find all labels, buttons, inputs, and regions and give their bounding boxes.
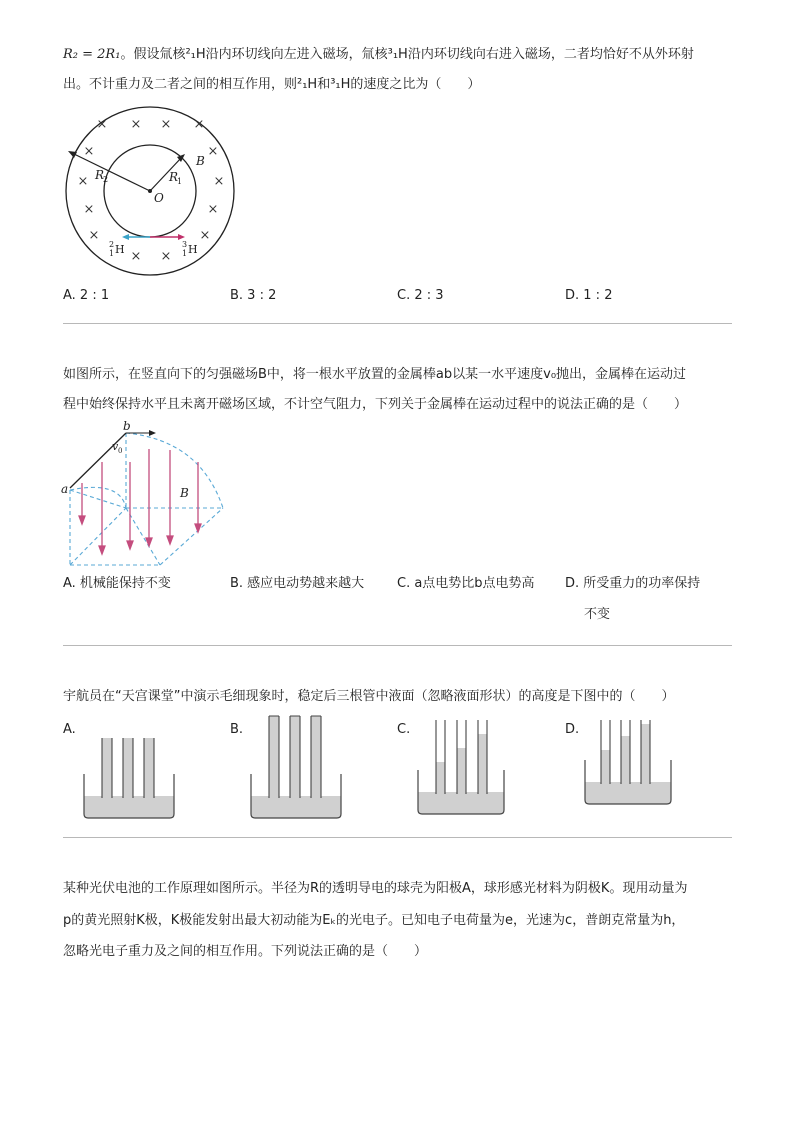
q4-line1: 某种光伏电池的工作原理如图所示。半径为R的透明导电的球壳为阳极A，球形感光材料为阴极K。现用动量为 [63, 881, 688, 896]
q2-option-a[interactable]: A. 机械能保持不变 [63, 576, 171, 591]
q4-line2: p的黄光照射K极，K极能发射出最大初动能为Eₖ的光电子。已知电子电荷量为e，光速为c，普朗克常量为h， [63, 913, 685, 928]
cross-mark: × [160, 117, 172, 132]
cross-mark: × [83, 144, 95, 159]
q3-figure-c [416, 718, 511, 816]
label-B: B [196, 154, 205, 168]
q1-magnetic-ring-figure [60, 105, 235, 280]
q3-option-a[interactable]: A. [63, 722, 76, 737]
label-a: a [61, 482, 69, 496]
cross-mark: × [83, 202, 95, 217]
cross-mark: × [199, 228, 211, 243]
q3-option-d[interactable]: D. [565, 722, 580, 737]
cross-mark: × [207, 202, 219, 217]
label-3H-mass: 3 [182, 240, 188, 249]
field-lines [79, 449, 201, 554]
q1-line1-text: 。假设氚核²₁H沿内环切线向左进入磁场，氚核³₁H沿内环切线向右进入磁场，二者均恰好不从外环射 [120, 47, 694, 62]
label-2H: H [115, 243, 125, 256]
q1-option-a[interactable]: A. 2 : 1 [63, 288, 110, 303]
label-2H-mass: 2 [109, 240, 115, 249]
q3-option-c[interactable]: C. [397, 722, 411, 737]
label-O: O [154, 191, 164, 205]
label-3H: H [188, 243, 198, 256]
q4-line3: 忽略光电子重力及之间的相互作用。下列说法正确的是（ ） [63, 944, 428, 959]
cross-mark: × [130, 117, 142, 132]
divider [63, 323, 732, 324]
cross-mark: × [207, 144, 219, 159]
q3-option-b[interactable]: B. [230, 722, 244, 737]
q2-option-b[interactable]: B. 感应电动势越来越大 [230, 576, 365, 591]
label-b: b [123, 420, 131, 433]
label-3H-charge: 1 [182, 249, 188, 258]
label-R1: R [169, 170, 179, 184]
q3-figure-d [583, 718, 678, 808]
label-R1-sub: 1 [177, 177, 183, 186]
label-R2: R [95, 168, 105, 182]
q3-line1: 宇航员在“天宫课堂”中演示毛细现象时，稳定后三根管中液面（忽略液面形状）的高度是下图中的（ ） [63, 689, 675, 704]
cross-mark: × [96, 117, 108, 132]
q3-figure-a [82, 718, 177, 820]
q2-line1: 如图所示，在竖直向下的匀强磁场B中，将一根水平放置的金属棒ab以某一水平速度v₀抛出，金属棒在运动过 [63, 367, 687, 382]
q2-line2: 程中始终保持水平且未离开磁场区域，不计空气阻力，下列关于金属棒在运动过程中的说法正确的是（ ） [63, 397, 688, 412]
label-B: B [180, 486, 189, 500]
q3-figure-b [249, 712, 344, 820]
divider [63, 837, 732, 838]
q1-option-c[interactable]: C. 2 : 3 [397, 288, 444, 303]
q2-option-c[interactable]: C. a点电势比b点电势高 [397, 576, 535, 591]
q1-line2: 出。不计重力及二者之间的相互作用，则²₁H和³₁H的速度之比为（ ） [63, 77, 481, 92]
cross-mark: × [77, 174, 89, 189]
q1-option-b[interactable]: B. 3 : 2 [230, 288, 277, 303]
cross-mark: × [88, 228, 100, 243]
cross-mark: × [130, 249, 142, 264]
q1-option-d[interactable]: D. 1 : 2 [565, 288, 613, 303]
q2-option-d-cont: 不变 [584, 607, 611, 622]
cross-mark: × [193, 117, 205, 132]
label-v0: v [112, 440, 119, 453]
q2-option-d[interactable]: D. 所受重力的功率保持 [565, 576, 701, 591]
q1-line1 [63, 47, 694, 63]
q2-metal-rod-figure [60, 420, 230, 570]
cross-mark: × [213, 174, 225, 189]
label-2H-charge: 1 [109, 249, 115, 258]
field-region-outline [70, 433, 223, 565]
cross-mark: × [160, 249, 172, 264]
label-v0-sub: 0 [118, 447, 123, 455]
q1-formula: R₂ = 2R₁ [63, 47, 121, 62]
divider [63, 645, 732, 646]
label-R2-sub: 2 [103, 175, 109, 184]
